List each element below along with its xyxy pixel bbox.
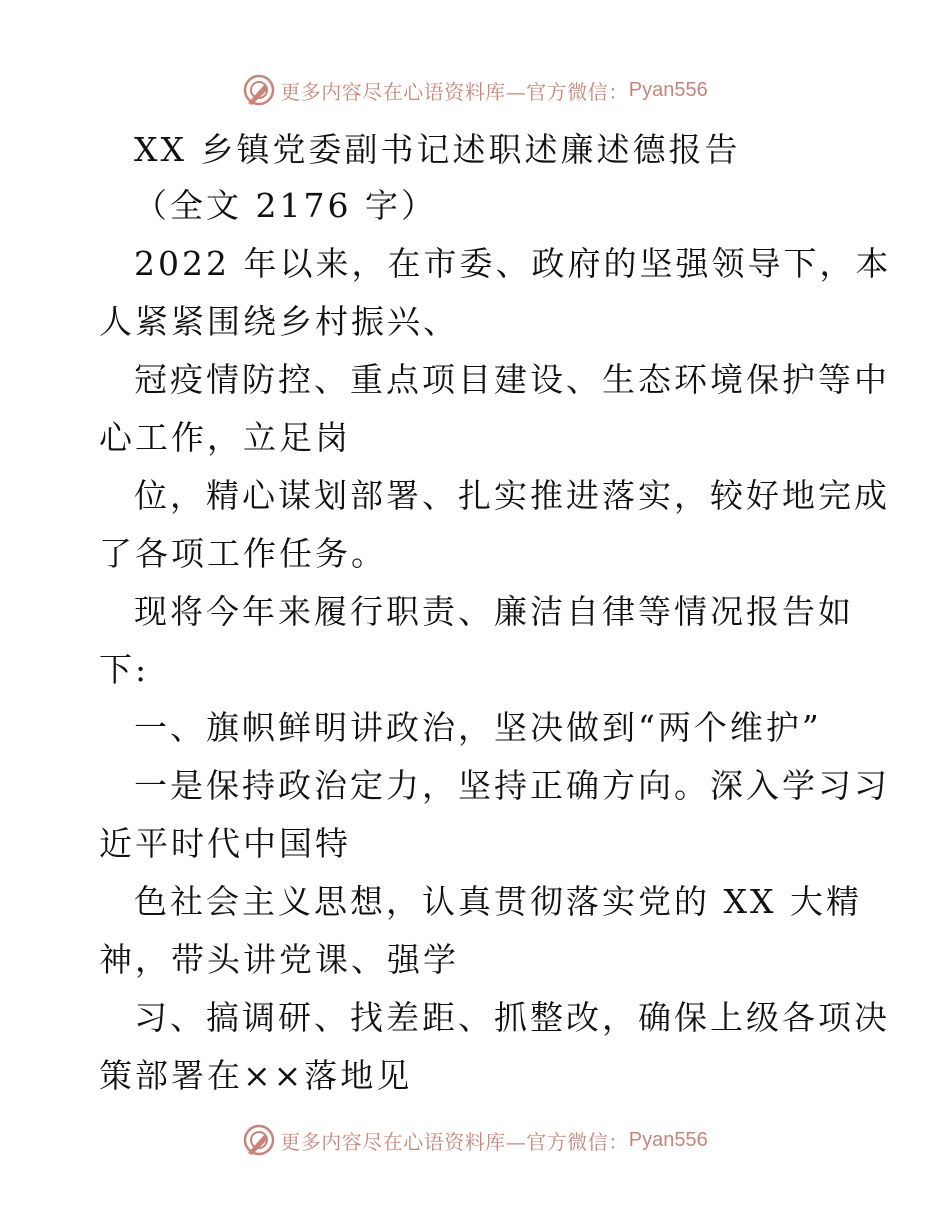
pen-logo-icon [242, 1123, 276, 1157]
watermark-text: 更多内容尽在心语资料库—官方微信： [280, 79, 629, 104]
watermark-header [0, 70, 950, 110]
paragraph-line: 人紧紧围绕乡村振兴、 [99, 302, 459, 341]
watermark-wechat-id: Pyan556 [628, 78, 708, 101]
paragraph-line: 策部署在××落地见 [99, 1056, 413, 1095]
watermark-footer [0, 1120, 950, 1160]
paragraph-line: 神，带头讲党课、强学 [99, 940, 459, 979]
paragraph-line: 位，精心谋划部署、扎实推进落实，较好地完成 [134, 476, 890, 515]
paragraph-line: 习、搞调研、找差距、抓整改，确保上级各项决 [134, 998, 890, 1037]
paragraph-line: 近平时代中国特 [99, 824, 351, 863]
watermark-text: 更多内容尽在心语资料库—官方微信： [280, 1129, 629, 1154]
paragraph-line: 色社会主义思想，认真贯彻落实党的 XX 大精 [134, 882, 862, 921]
paragraph-line: 下: [99, 650, 150, 689]
section-heading: 一、旗帜鲜明讲政治，坚决做到“两个维护” [134, 708, 822, 747]
pen-logo-icon [242, 73, 276, 107]
paragraph-line: 了各项工作任务。 [99, 534, 387, 573]
watermark-wechat-id: Pyan556 [628, 1128, 708, 1151]
paragraph-line: 心工作，立足岗 [99, 418, 351, 457]
word-count: （全文 2176 字） [134, 186, 437, 225]
paragraph-line: 冠疫情防控、重点项目建设、生态环境保护等中 [134, 360, 890, 399]
paragraph-line: 现将今年来履行职责、廉洁自律等情况报告如 [134, 592, 854, 631]
paragraph-line: 一是保持政治定力，坚持正确方向。深入学习习 [134, 766, 890, 805]
document-title: XX 乡镇党委副书记述职述廉述德报告 [134, 130, 741, 169]
paragraph-line: 2022 年以来，在市委、政府的坚强领导下，本 [134, 244, 892, 283]
